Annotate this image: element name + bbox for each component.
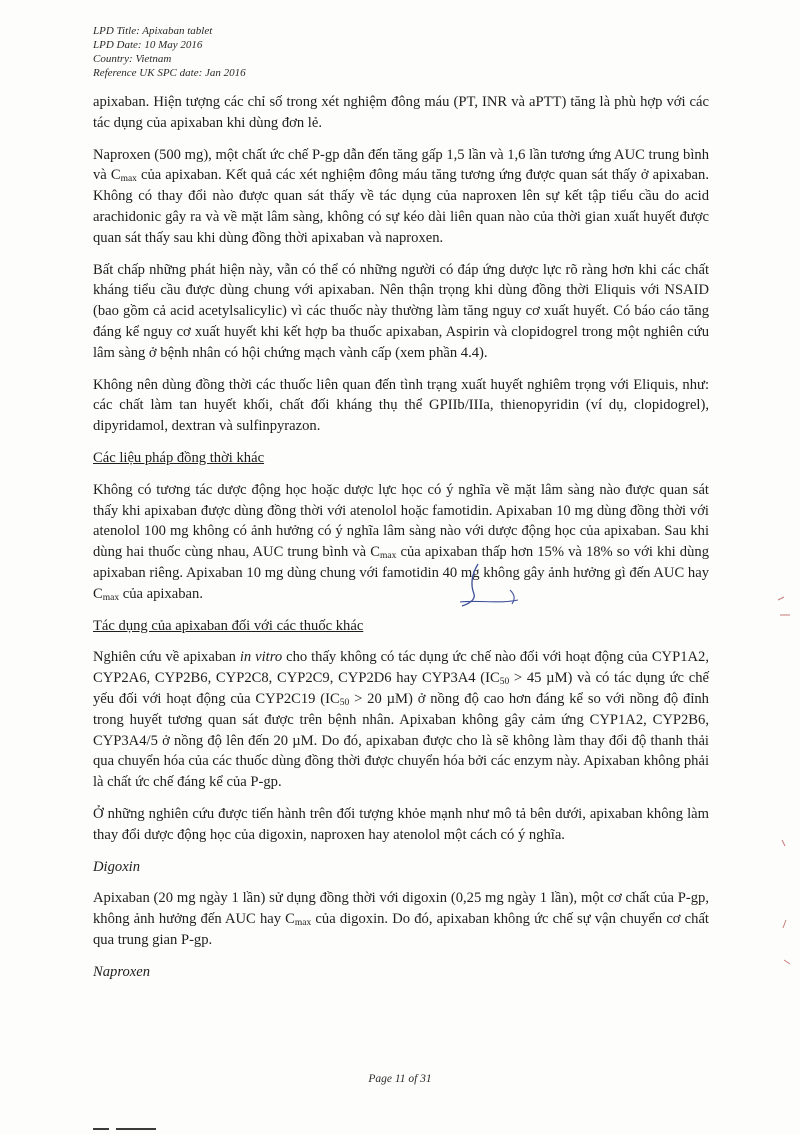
paragraph-atenolol-famotidin: Không có tương tác dược động học hoặc dược lực học có ý nghĩa về mặt lâm sàng nào được quan sát thấy khi apixaban được dùng đồng thời với atenolol hoặc famotidin. Apixaban 10 mg dùng đồng thời với atenolol 100 mg không có ảnh hưởng có ý nghĩa lâm sàng nào với dược động học của apixaban. Sau khi dùng hai thuốc cùng nhau, AUC trung bình và $C_{max}$ của apixaban thấp hơn 15% và 18% so với khi dùng apixaban riêng. Apixaban 10 mg dùng chung với famotidin 40 mg không gây ảnh hưởng gì đến AUC hay $C_{max}$ của apixaban. [93,481,709,603]
heading-naproxen: Naproxen [93,963,151,980]
page-footer: Page 11 of 31 [368,1073,432,1085]
paragraph-naproxen-interaction: Naproxen (500 mg), một chất ức chế P-gp dẫn đến tăng gấp 1,5 lần và 1,6 lần tương ứng AUC trung bình và $C_{max}$ của apixaban. Kết quả các xét nghiệm đông máu tăng tương ứng được quan sát thấy ở apixaban. Không có thay đổi nào được quan sát thấy về tác dụng của naproxen lên sự kết tập tiểu cầu do acid arachidonic gây ra và về mặt lâm sàng, không có sự kéo dài liên quan nào của thời gian xuất huyết được quan sát thấy sau khi dùng đồng thời apixaban và naproxen. [93,146,709,246]
heading-effects-on-other-drugs: Tác dụng của apixaban đối với các thuốc khác [93,617,364,634]
scan-margin-marks [772,540,796,1000]
header-date: LPD Date: 10 May 2016 [93,39,203,51]
handwritten-mark [440,560,550,610]
paragraph-digoxin: Apixaban (20 mg ngày 1 lần) sử dụng đồng thời với digoxin (0,25 mg ngày 1 lần), một cơ chất của P-gp, không ảnh hưởng đến AUC hay $C_{max}$ của digoxin. Do đó, apixaban không ức chế sự vận chuyển cơ chất qua trung gian P-gp. [93,890,709,948]
scan-artifact [116,1128,156,1130]
document-body [93,92,709,993]
header-title: LPD Title: Apixaban tablet [93,25,213,37]
header-reference: Reference UK SPC date: Jan 2016 [93,67,246,79]
paragraph-antiplatelet: Bất chấp những phát hiện này, vẫn có thể có những người có đáp ứng dược lực rõ ràng hơn khi các chất kháng tiểu cầu được dùng chung với apixaban. Nên thận trọng khi dùng đồng thời Eliquis với NSAID (bao gồm cả acid acetylsalicylic) vì các thuốc này thường làm tăng nguy cơ xuất huyết. Có báo cáo tăng đáng kể nguy cơ xuất huyết khi kết hợp ba thuốc apixaban, Aspirin và clopidogrel trong một nghiên cứu lâm sàng ở bệnh nhân có hội chứng mạch vành cấp (xem phần 4.4). [93,261,709,361]
paragraph-coagulation: apixaban. Hiện tượng các chỉ số trong xét nghiệm đông máu (PT, INR và aPTT) tăng là phù hợp với các tác dụng của apixaban khi dùng đơn lẻ. [93,94,709,131]
paragraph-in-vitro: Nghiên cứu về apixaban in vitro cho thấy không có tác dụng ức chế nào đối với hoạt động của CYP1A2, CYP2A6, CYP2B6, CYP2C8, CYP2C9, CYP2D6 hay CYP3A4 ($IC_{50} > 45$ µM) và có tác dụng ức chế yếu đối với hoạt động của CYP2C19 ($IC_{50} > 20$ µM) ở nồng độ cao hơn đáng kể so với nồng độ đỉnh trong huyết tương quan sát được trên bệnh nhân. Apixaban không gây cảm ứng CYP1A2, CYP2B6, CYP3A4/5 ở nồng độ lên đến 20 µM. Do đó, apixaban được cho là sẽ không làm thay đổi độ thanh thải qua chuyển hóa của các thuốc dùng đồng thời được chuyển hóa bởi các enzym này. Apixaban không phải là chất ức chế đáng kể của P-gp. [93,649,709,791]
heading-digoxin: Digoxin [93,858,141,875]
paragraph-bleeding-risk: Không nên dùng đồng thời các thuốc liên quan đến tình trạng xuất huyết nghiêm trọng với Eliquis, như: các chất làm tan huyết khối, chất đối kháng thụ thể GPIIb/IIIa, thienopyridin (ví dụ, clopidogrel), dipyridamol, dextran và sulfinpyrazon. [93,376,709,435]
header-country: Country: Vietnam [93,53,172,65]
page-header [93,24,246,80]
paragraph-healthy-subjects: Ở những nghiên cứu được tiến hành trên đối tượng khỏe mạnh như mô tả bên dưới, apixaban không làm thay đổi dược động học của digoxin, naproxen hay atenolol một cách có ý nghĩa. [93,805,709,843]
scan-artifact [93,1128,109,1130]
heading-other-therapies: Các liệu pháp đồng thời khác [93,449,265,466]
